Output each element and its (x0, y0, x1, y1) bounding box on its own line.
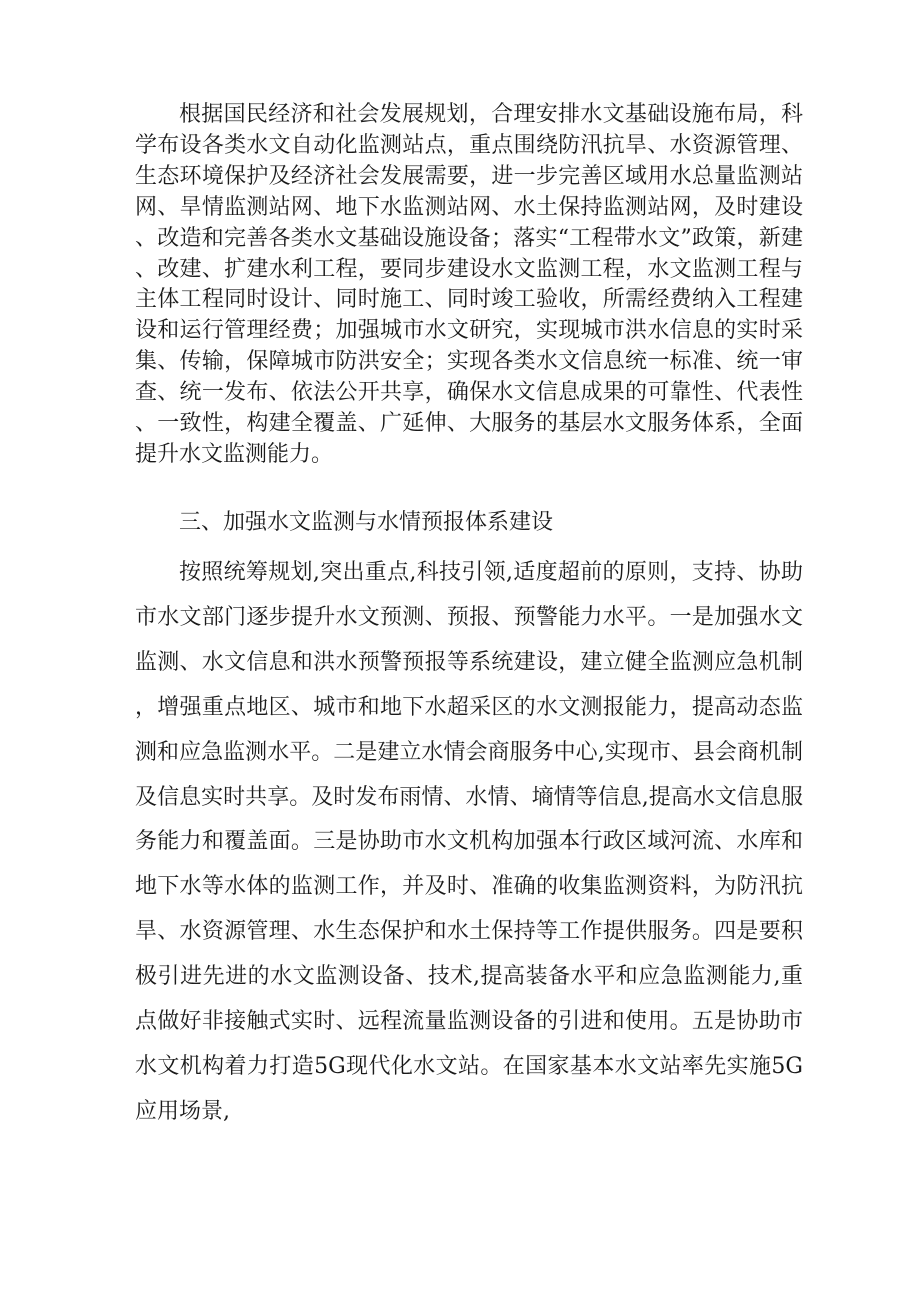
paragraph-monitoring-forecast: 按照统筹规划,突出重点,科技引领,适度超前的原则，支持、协助市水文部门逐步提升水文预测、预报、预警能力水平。一是加强水文监测、水文信息和洪水预警预报等系统建设，建立健全监测应急机制，增强重点地区、城市和地下水超采区的水文测报能力，提高动态监测和应急监测水平。二是建立水情会商服务中心,实现市、县会商机制及信息实时共享。及时发布雨情、水情、墒情等信息,提高水文信息服务能力和覆盖面。三是协助市水文机构加强本行政区域河流、水库和地下水等水体的监测工作，并及时、准确的收集监测资料，为防汛抗旱、水资源管理、水生态保护和水土保持等工作提供服务。四是要积极引进先进的水文监测设备、技术,提高装备水平和应急监测能力,重点做好非接触式实时、远程流量监测设备的引进和使用。五是协助市水文机构着力打造5G现代化水文站。在国家基本水文站率先实施5G应用场景, (135, 560, 803, 1124)
paragraph-hydrology-infrastructure: 根据国民经济和社会发展规划，合理安排水文基础设施布局，科学布设各类水文自动化监测站点，重点围绕防汛抗旱、水资源管理、生态环境保护及经济社会发展需要，进一步完善区域用水总量监测站网、旱情监测站网、地下水监测站网、水土保持监测站网，及时建设、改造和完善各类水文基础设施设备；落实“工程带水文”政策，新建、改建、扩建水利工程，要同步建设水文监测工程，水文监测工程与主体工程同时设计、同时施工、同时竣工验收，所需经费纳入工程建设和运行管理经费；加强城市水文研究，实现城市洪水信息的实时采集、传输，保障城市防洪安全；实现各类水文信息统一标准、统一审查、统一发布、依法公开共享，确保水文信息成果的可靠性、代表性、一致性，构建全覆盖、广延伸、大服务的基层水文服务体系，全面提升水文监测能力。 (135, 102, 803, 467)
section-heading: 三、加强水文监测与水情预报体系建设 (179, 510, 554, 535)
